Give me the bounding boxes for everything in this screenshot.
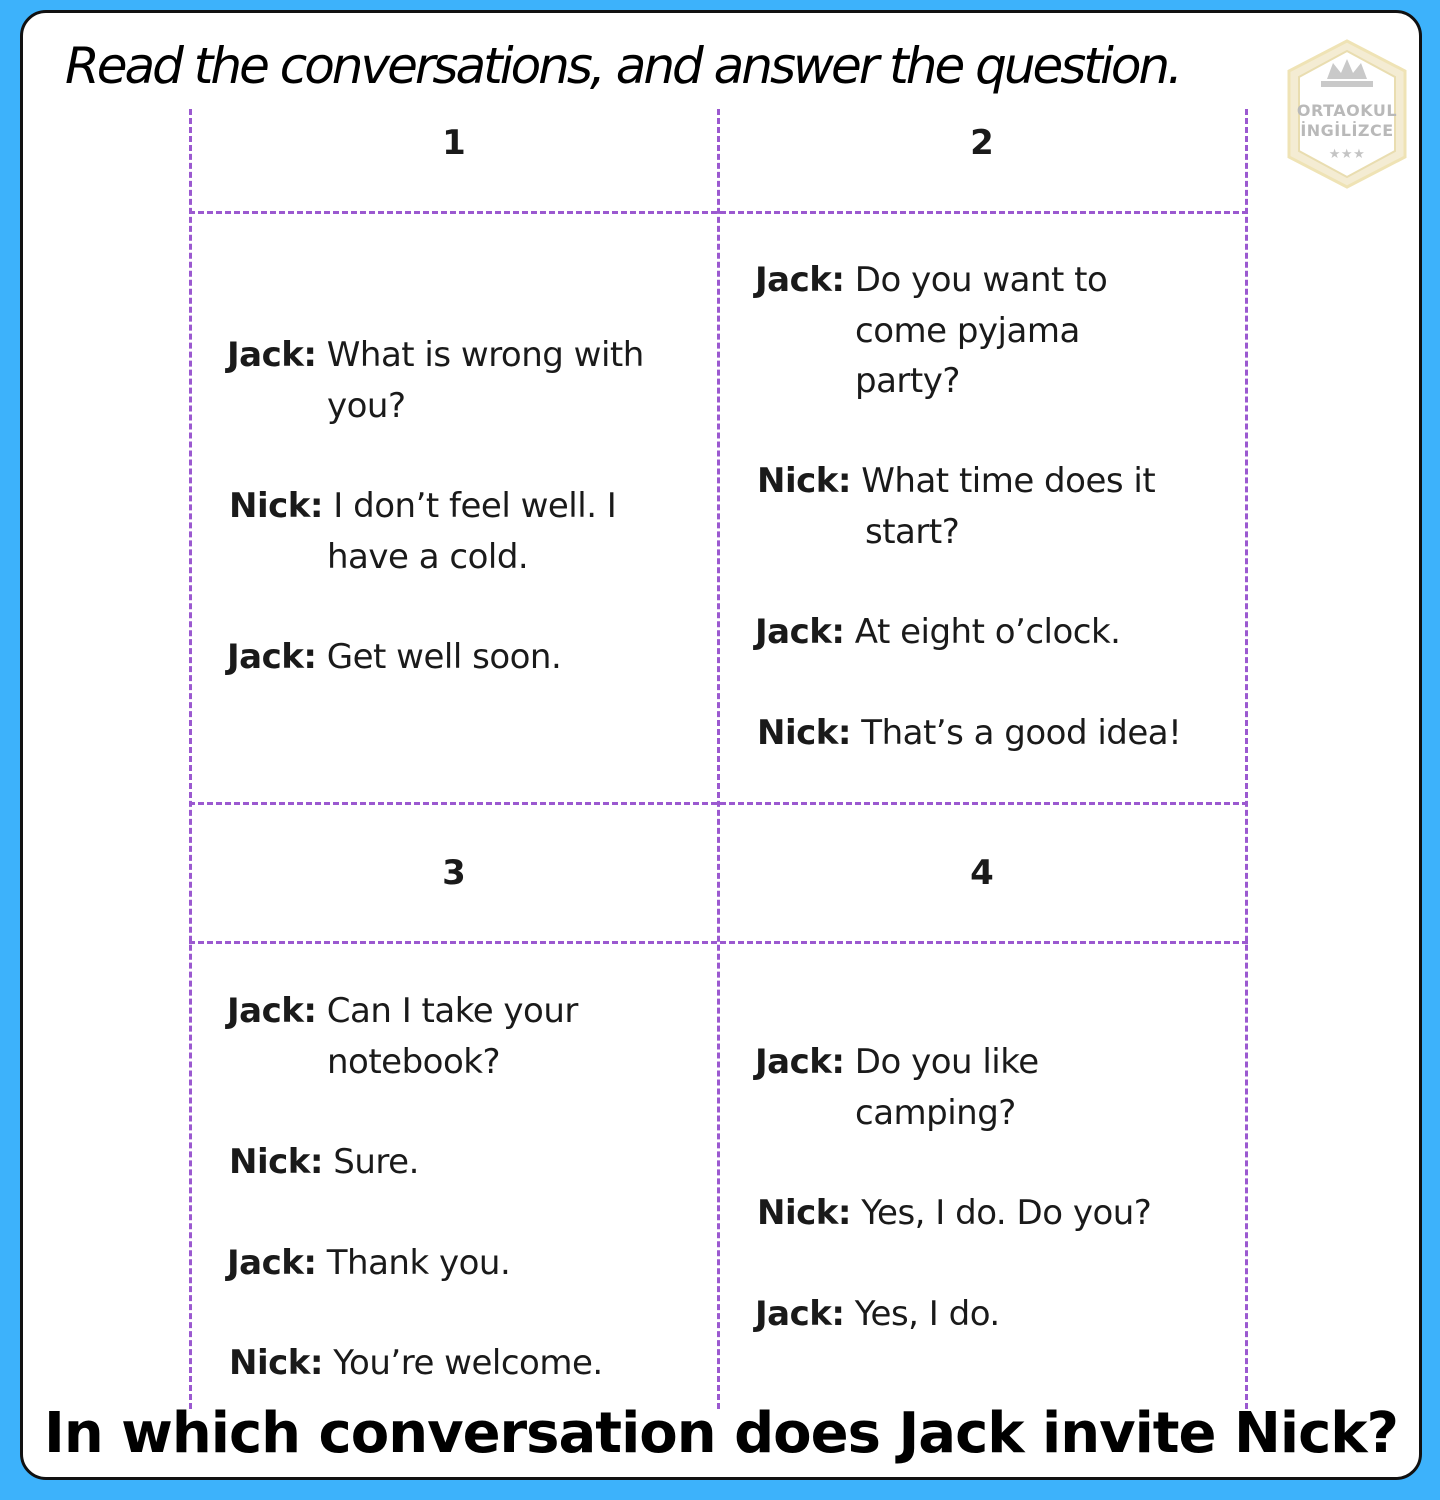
speaker-label: Jack: [227, 991, 317, 1031]
speaker-label: Jack: [227, 1243, 317, 1283]
conversation-2-line-2 [757, 461, 1155, 501]
speaker-label: Jack: [227, 637, 317, 677]
dialogue-text: Sure. [333, 1142, 419, 1182]
dialogue-text: Yes, I do. [854, 1294, 1000, 1334]
grid-line-right [1245, 109, 1248, 1409]
grid-line-middle [717, 109, 720, 1409]
instruction-heading: Read the conversations, and answer the question. [65, 37, 1181, 95]
grid-line-row-1-header [189, 211, 1248, 214]
conversation-4-line-2 [757, 1193, 1151, 1233]
dialogue-text: What is wrong with [326, 335, 644, 375]
dialogue-text: Yes, I do. Do you? [861, 1193, 1152, 1233]
dialogue-text: Do you like [854, 1042, 1039, 1082]
conversation-3-line-4 [229, 1343, 603, 1383]
logo-line-2: İNGİLİZCE [1300, 121, 1394, 140]
speaker-label: Jack: [755, 260, 845, 300]
conversation-3-line-2 [229, 1142, 419, 1182]
grid-line-row-2-top [189, 802, 1248, 805]
grid-line-row-2-header [189, 941, 1248, 944]
speaker-label: Nick: [229, 486, 323, 526]
dialogue-text: At eight o’clock. [854, 612, 1121, 652]
logo-stars: ★★★ [1328, 147, 1366, 162]
dialogue-text: You’re welcome. [333, 1343, 603, 1383]
dialogue-text: Thank you. [326, 1243, 511, 1283]
conversation-3-line-1-cont: notebook? [327, 1042, 501, 1082]
conversation-1-line-2 [229, 486, 616, 526]
conversation-2-line-1-cont-b: party? [855, 361, 960, 401]
dialogue-text: Can I take your [326, 991, 578, 1031]
conversation-1-number: 1 [442, 123, 466, 163]
conversation-4-line-1 [755, 1042, 1039, 1082]
speaker-label: Nick: [757, 713, 851, 753]
speaker-label: Jack: [755, 612, 845, 652]
logo-line-1: ORTAOKUL [1296, 101, 1398, 120]
conversation-1-line-1 [227, 335, 644, 375]
speaker-label: Nick: [229, 1142, 323, 1182]
speaker-label: Nick: [757, 1193, 851, 1233]
conversation-2-line-1-cont-a: come pyjama [855, 311, 1080, 351]
conversation-1-line-3 [227, 637, 561, 677]
dialogue-text: Do you want to [854, 260, 1108, 300]
dialogue-text: That’s a good idea! [861, 713, 1182, 753]
dialogue-text: Get well soon. [326, 637, 562, 677]
dialogue-text: I don’t feel well. I [333, 486, 617, 526]
conversation-2-line-2-cont: start? [865, 512, 960, 552]
conversation-4-number: 4 [970, 853, 994, 893]
conversation-2-line-4 [757, 713, 1181, 753]
worksheet-card [20, 10, 1422, 1480]
conversation-2-line-3 [755, 612, 1120, 652]
question-heading: In which conversation does Jack invite Nick? [43, 1401, 1399, 1466]
speaker-label: Jack: [755, 1294, 845, 1334]
conversation-1-line-2-cont: have a cold. [327, 537, 529, 577]
conversation-3-line-3 [227, 1243, 510, 1283]
conversation-2-number: 2 [970, 123, 994, 163]
speaker-label: Jack: [227, 335, 317, 375]
grid-line-left [189, 109, 192, 1409]
dialogue-text: What time does it [861, 461, 1156, 501]
ortaokul-ingilizce-logo [1285, 39, 1409, 189]
speaker-label: Nick: [229, 1343, 323, 1383]
conversation-2-line-1 [755, 260, 1107, 300]
conversation-3-number: 3 [442, 853, 466, 893]
speaker-label: Jack: [755, 1042, 845, 1082]
conversation-1-line-1-cont: you? [327, 386, 406, 426]
conversation-3-line-1 [227, 991, 578, 1031]
speaker-label: Nick: [757, 461, 851, 501]
conversation-4-line-3 [755, 1294, 1000, 1334]
conversation-4-line-1-cont: camping? [855, 1093, 1016, 1133]
